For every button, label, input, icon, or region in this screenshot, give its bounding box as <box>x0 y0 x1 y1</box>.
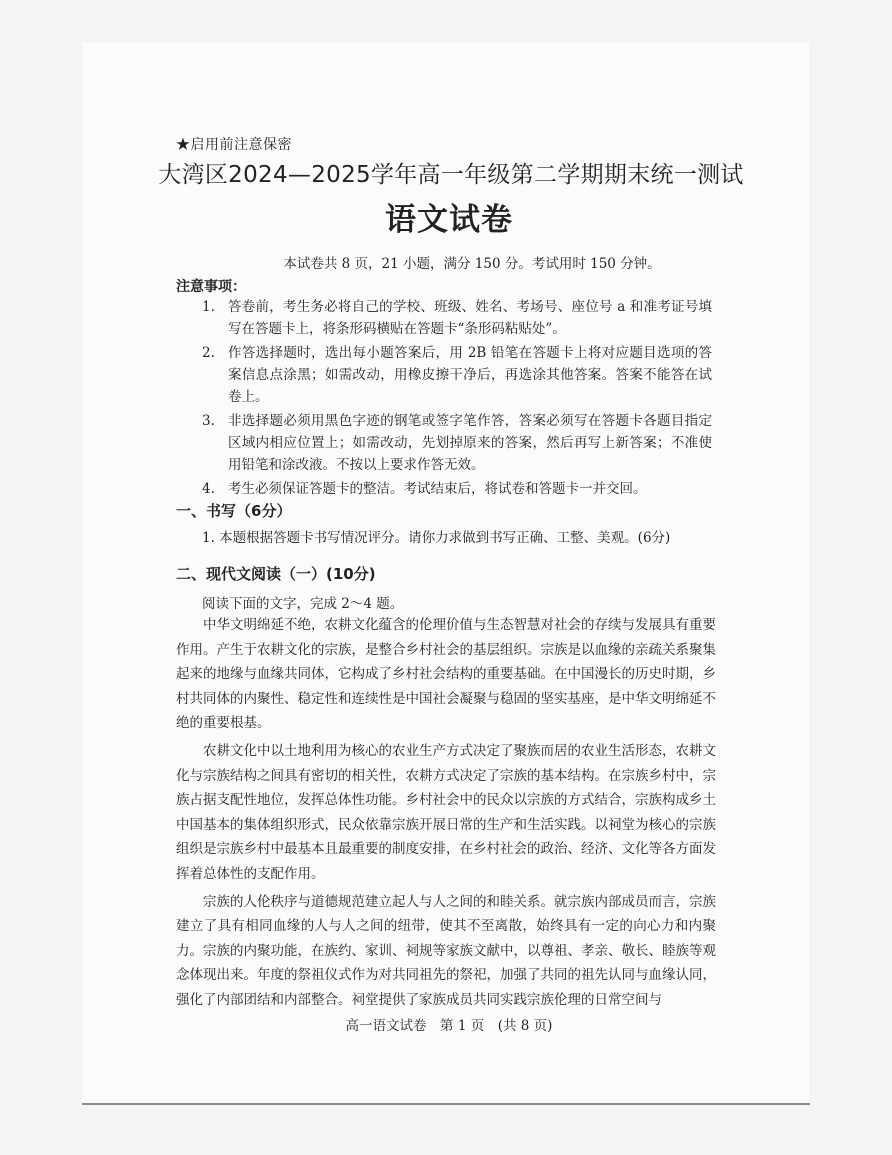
notice-text: 非选择题必须用黑色字迹的钢笔或签字笔作答，答案必须写在答题卡各题目指定区域内相应位置上；如需改动，先划掉原来的答案，然后再写上新答案；不准使用铅笔和涂改液。不按以上要求作答无效。 <box>228 413 712 473</box>
notice-item <box>202 410 712 476</box>
passage-paragraph: 宗族的人伦秩序与道德规范建立起人与人之间的和睦关系。就宗族内部成员而言，宗族建立了具有相同血缘的人与人之间的纽带，使其不至离散，始终具有一定的向心力和内聚力。宗族的内聚功能，在族约、家训、祠规等家族文献中，以尊祖、孝亲、敬长、睦族等观念体现出来。年度的祭祖仪式作为对共同祖先的祭祀，加强了共同的祖先认同与血缘认同，强化了内部团结和内部整合。祠堂提供了家族成员共同实践宗族伦理的日常空间与 <box>176 893 716 1008</box>
reading-instruction: 阅读下面的文字，完成 2～4 题。 <box>202 596 404 612</box>
passage-paragraph: 中华文明绵延不绝，农耕文化蕴含的伦理价值与生态智慧对社会的存续与发展具有重要作用。产生于农耕文化的宗族，是整合乡村社会的基层组织。宗族是以血缘的亲疏关系聚集起来的地缘与血缘共同体，它构成了乡村社会结构的重要基础。在中国漫长的历史时期，乡村共同体的内聚性、稳定性和连续性是中国社会凝聚与稳固的坚实基座，是中华文明绵延不绝的重要根基。 <box>176 617 716 732</box>
section-heading-reading: 二、现代文阅读（一）(10分) <box>176 565 376 583</box>
question-1: 1. 本题根据答题卡书写情况评分。请你力求做到书写正确、工整、美观。(6分) <box>202 530 671 546</box>
exam-title: 大湾区2024—2025学年高一年级第二学期期末统一测试 <box>158 162 744 188</box>
reading-passage <box>176 613 716 1016</box>
notice-text: 作答选择题时，选出每小题答案后，用 2B 铅笔在答题卡上将对应题目选项的答案信息点涂黑；如需改动，用橡皮擦干净后，再选涂其他答案。答案不能答在试卷上。 <box>228 345 712 405</box>
notice-text: 答卷前，考生务必将自己的学校、班级、姓名、考场号、座位号 a 和准考证号填写在答题卡上，将条形码横贴在答题卡“条形码粘贴处”。 <box>228 299 712 337</box>
notice-text: 考生必须保证答题卡的整洁。考试结束后，将试卷和答题卡一并交回。 <box>228 481 647 497</box>
notice-number: 1. <box>202 299 215 315</box>
confidential-label: ★启用前注意保密 <box>176 137 292 153</box>
passage-paragraph: 农耕文化中以土地利用为核心的农业生产方式决定了聚族而居的农业生活形态，农耕文化与宗族结构之间具有密切的相关性，农耕方式决定了宗族的基本结构。在宗族乡村中，宗族占据支配性地位，发挥总体性功能。乡村社会中的民众以宗族的方式结合，宗族构成乡土中国基本的集体组织形式，民众依靠宗族开展日常的生产和生活实践。以祠堂为核心的宗族组织是宗族乡村中最基本且最重要的制度安排，在乡村社会的政治、经济、文化等各方面发挥着总体性的支配作用。 <box>176 742 716 882</box>
notice-item <box>202 296 712 340</box>
page-footer: 高一语文试卷 第 1 页 (共 8 页) <box>345 1018 553 1034</box>
exam-info: 本试卷共 8 页，21 小题，满分 150 分。考试用时 150 分钟。 <box>283 256 661 272</box>
notice-list <box>202 296 712 502</box>
notice-item <box>202 342 712 408</box>
notice-heading: 注意事项： <box>176 279 246 295</box>
notice-number: 4. <box>202 481 215 497</box>
notice-number: 2. <box>202 345 215 361</box>
notice-number: 3. <box>202 413 215 429</box>
section-heading-writing: 一、书写（6分） <box>176 502 292 520</box>
scan-edge-divider <box>82 1103 810 1105</box>
notice-item <box>202 478 712 500</box>
subject-title: 语文试卷 <box>385 202 513 238</box>
